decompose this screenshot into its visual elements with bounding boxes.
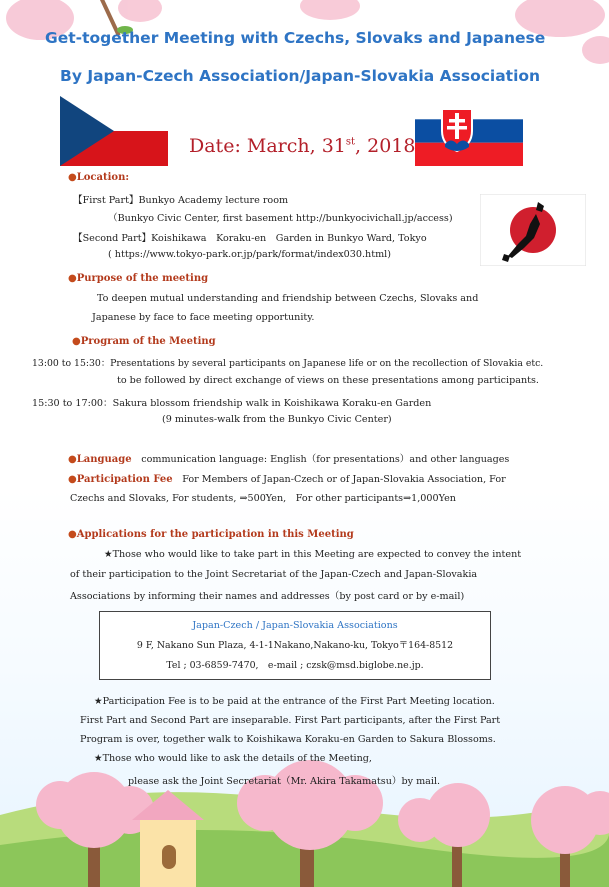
fee-line-2: Czechs and Slovaks, For students, ⇒500Yen, For other participants⇒1,000Yen <box>70 493 456 504</box>
applications-line-1: ★Those who would like to take part in this Meeting are expected to convey the intent <box>104 549 522 560</box>
applications-heading: ●Applications for the participation in this Meeting <box>68 529 354 540</box>
notes-line-3: Program is over, together walk to Koishikawa Koraku-en Garden to Sakura Blossoms. <box>80 734 496 745</box>
contact-title: Japan-Czech / Japan-Slovakia Associations <box>192 620 398 631</box>
purpose-heading: ●Purpose of the meeting <box>68 273 209 284</box>
japan-flag-map-icon <box>480 194 586 266</box>
location-first-part: 【First Part】Bunkyo Academy lecture room <box>73 195 289 206</box>
page-title: Get-together Meeting with Czechs, Slovaks and Japanese <box>45 29 546 47</box>
notes-line-1: ★Participation Fee is to be paid at the entrance of the First Part Meeting location. <box>94 696 495 707</box>
program-heading: ●Program of the Meeting <box>72 336 216 347</box>
program-line-4: (9 minutes-walk from the Bunkyo Civic Center) <box>162 414 392 425</box>
notes-line-2: First Part and Second Part are inseparable. First Part participants, after the First Part <box>80 715 501 726</box>
fee-row: ●Participation Fee For Members of Japan-Czech or of Japan-Slovakia Association, For <box>68 474 506 485</box>
notes-line-4: ★Those who would like to ask the details of the Meeting, <box>94 753 372 764</box>
program-line-1: 13:00 to 15:30：Presentations by several participants on Japanese life or on the recollection of Slovakia etc. <box>32 358 544 369</box>
location-first-detail: （Bunkyo Civic Center, first basement http://bunkyocivichall.jp/access) <box>108 213 453 224</box>
purpose-line-1: To deepen mutual understanding and friendship between Czechs, Slovaks and <box>97 293 479 304</box>
notes-line-5: please ask the Joint Secretariat（Mr. Akira Takamatsu）by mail. <box>128 776 441 787</box>
page-subtitle: By Japan-Czech Association/Japan-Slovakia Association <box>60 67 541 85</box>
slovak-flag-icon <box>415 96 523 166</box>
czech-flag-icon <box>60 96 168 166</box>
purpose-line-2: Japanese by face to face meeting opportunity. <box>92 312 315 323</box>
program-line-2: to be followed by direct exchange of views on these presentations among participants. <box>117 375 539 386</box>
event-date: Date: March, 31st, 2018 <box>189 135 416 157</box>
contact-box <box>99 611 491 680</box>
applications-line-3: Associations by informing their names and addresses（by post card or by e-mail) <box>70 591 465 602</box>
language-row: ●Language communication language: English（for presentations）and other languages <box>68 454 510 465</box>
contact-tel-email: Tel ; 03-6859-7470, e-mail ; czsk@msd.biglobe.ne.jp. <box>166 660 424 671</box>
location-heading: ●Location: <box>68 172 130 183</box>
program-line-3: 15:30 to 17:00：Sakura blossom friendship walk in Koishikawa Koraku-en Garden <box>32 398 432 409</box>
contact-address: 9 F, Nakano Sun Plaza, 4-1-1Nakano,Nakano-ku, Tokyo〒164-8512 <box>136 640 454 651</box>
applications-line-2: of their participation to the Joint Secretariat of the Japan-Czech and Japan-Slovakia <box>70 569 478 580</box>
location-second-detail: ( https://www.tokyo-park.or.jp/park/format/index030.html) <box>108 249 391 260</box>
location-second-part: 【Second Part】Koishikawa Koraku-en Garden in Bunkyo Ward, Tokyo <box>73 233 427 244</box>
